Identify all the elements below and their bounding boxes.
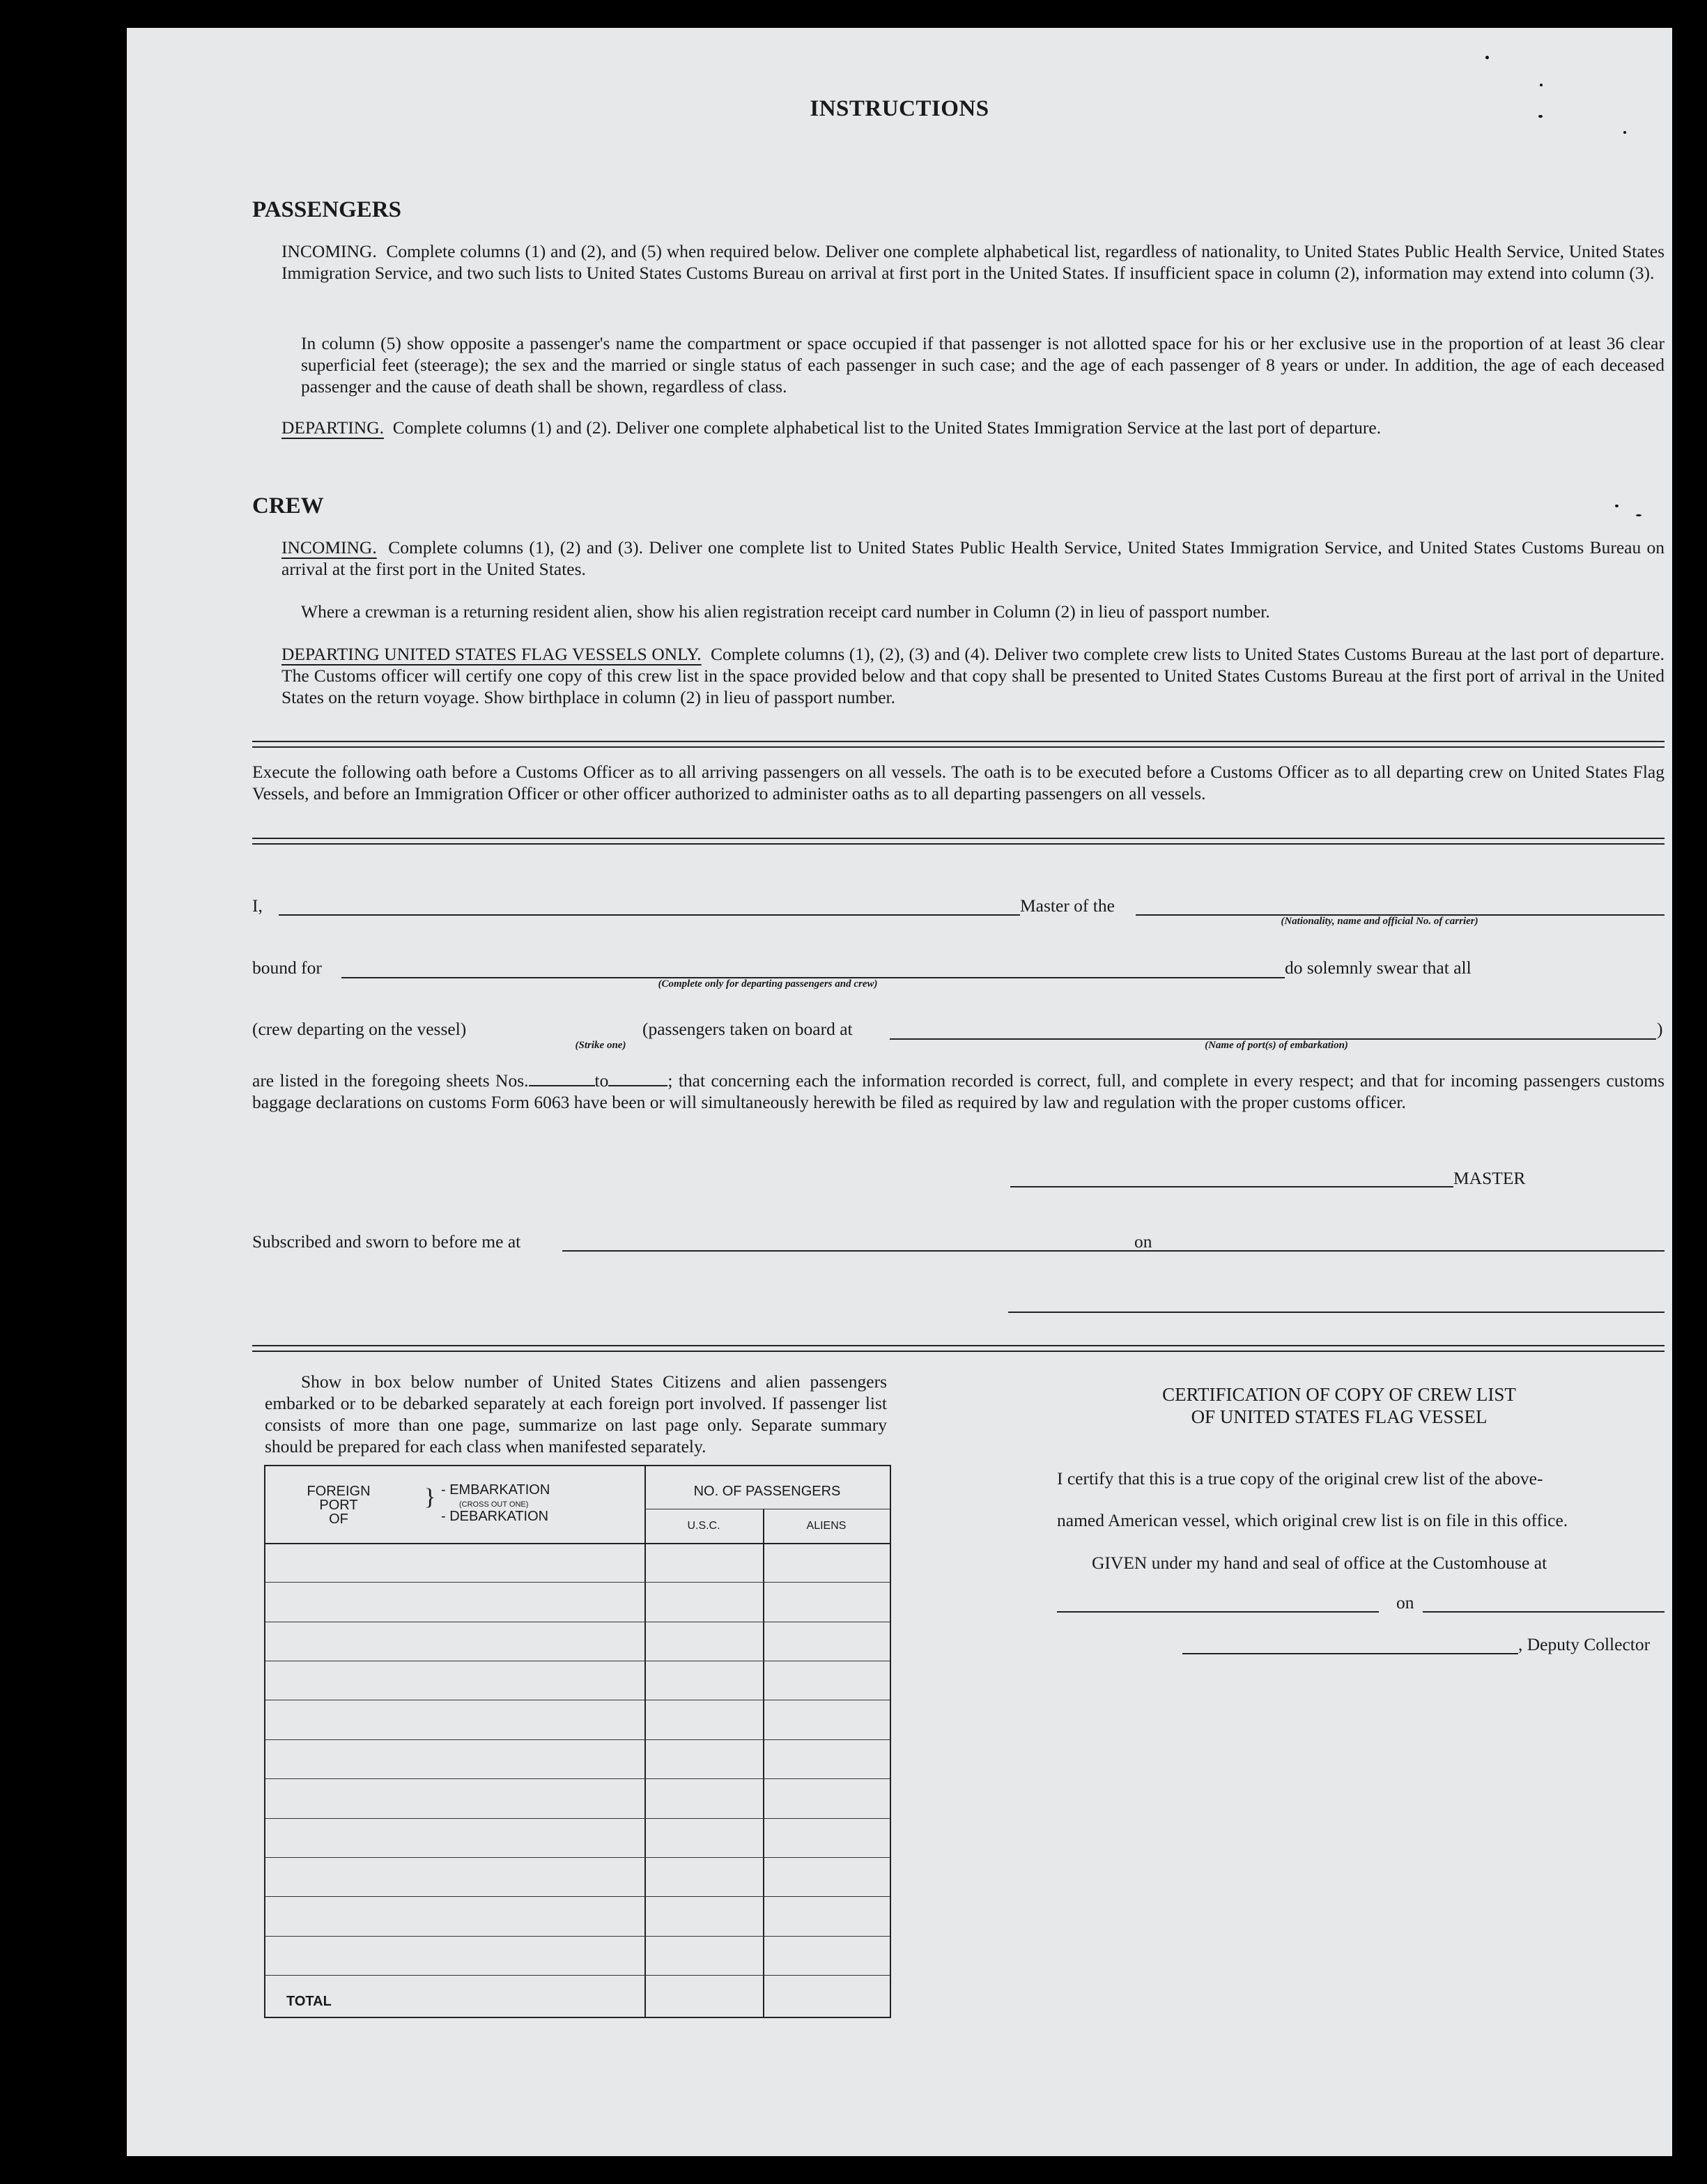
ports-hint: (Name of port(s) of embarkation) xyxy=(1205,1040,1348,1051)
header-word: PORT xyxy=(319,1498,358,1513)
table-row[interactable] xyxy=(265,1936,890,1937)
scan-speck xyxy=(1615,505,1619,507)
usc-header: U.S.C. xyxy=(687,1520,720,1532)
scan-speck xyxy=(1485,56,1489,59)
header-word: OF xyxy=(329,1512,348,1527)
embarkation-label[interactable]: - EMBARKATION xyxy=(441,1482,550,1498)
table-row[interactable] xyxy=(265,1857,890,1858)
to-label: to xyxy=(594,1070,609,1091)
crew-incoming-paragraph xyxy=(281,537,1664,580)
listed-paragraph xyxy=(252,1070,1664,1113)
strike-one-hint: (Strike one) xyxy=(575,1040,626,1051)
table-row[interactable] xyxy=(265,1778,890,1779)
carrier-hint: (Nationality, name and official No. of carrier) xyxy=(1281,916,1478,927)
passengers-incoming-paragraph xyxy=(281,240,1664,284)
bound-for-field[interactable] xyxy=(341,949,1285,978)
passenger-summary-table xyxy=(264,1465,891,2018)
certification-date-field[interactable] xyxy=(1423,1583,1664,1613)
crew-departing-text: Complete columns (1), (2), (3) and (4). Deliver two complete crew lists to United States Customs Bureau at the last port of departure. The Customs officer will certify one copy of this crew list in the space provided below and that copy shall be presented to United States Customs Bureau at the first port of arrival in the United States on the return voyage. Show birthplace in column (2) in lieu of passport number. xyxy=(281,644,1664,707)
subscribed-label: Subscribed and sworn to before me at xyxy=(252,1231,521,1252)
close-paren: ) xyxy=(1657,1019,1663,1039)
passengers-incoming-label: INCOMING. xyxy=(281,241,377,261)
certification-on-label: on xyxy=(1396,1592,1414,1613)
master-signature-field[interactable] xyxy=(1010,1158,1453,1187)
sworn-on-label: on xyxy=(1134,1231,1152,1252)
crew-incoming-label: INCOMING. xyxy=(281,537,377,557)
table-row[interactable] xyxy=(265,1896,890,1897)
bound-for-label: bound for xyxy=(252,958,322,978)
crew-departing-label: DEPARTING UNITED STATES FLAG VESSELS ONLY. xyxy=(281,644,702,664)
bound-for-hint: (Complete only for departing passengers and crew) xyxy=(658,978,878,990)
port-embarkation-field[interactable] xyxy=(890,1010,1656,1040)
certification-line2: named American vessel, which original crew list is on file in this office. xyxy=(1057,1510,1568,1530)
master-name-field[interactable] xyxy=(279,886,1020,916)
passengers-departing-paragraph xyxy=(281,417,1664,438)
header-divider xyxy=(265,1543,890,1544)
total-label: TOTAL xyxy=(286,1994,332,2009)
passengers-column5-paragraph: In column (5) show opposite a passenger's name the compartment or space occupied if that passenger is not allotted space for his or her exclusive use in the proportion of at least 36 clear superficial feet (steerage); the sex and the married or single status of each passenger in such case; and the age of each passenger of 8 years or under. In addition, the age of each deceased passenger and the cause of death shall be shown, regardless of class. xyxy=(301,333,1664,397)
summary-instructions xyxy=(265,1371,887,1457)
divider xyxy=(252,741,1664,748)
table-row[interactable] xyxy=(265,1818,890,1819)
master-of-the-label: Master of the xyxy=(1020,895,1115,916)
sworn-date-field[interactable] xyxy=(1160,1222,1664,1252)
table-row[interactable] xyxy=(265,1582,890,1583)
crew-departing-option[interactable]: (crew departing on the vessel) xyxy=(252,1019,467,1039)
carrier-field[interactable] xyxy=(1136,886,1664,916)
header-word: FOREIGN xyxy=(307,1484,371,1499)
sheet-to-field[interactable] xyxy=(608,1071,667,1086)
cross-out-one-hint: (CROSS OUT ONE) xyxy=(459,1500,529,1509)
passengers-heading: PASSENGERS xyxy=(252,197,401,222)
passengers-departing-label: DEPARTING. xyxy=(281,417,384,438)
passengers-departing-text: Complete columns (1) and (2). Deliver one complete alphabetical list to the United States Immigration Service at the last port of departure. xyxy=(392,417,1382,438)
deputy-signature-field[interactable] xyxy=(1182,1625,1518,1654)
no-of-passengers-header: NO. OF PASSENGERS xyxy=(693,1484,841,1499)
crewman-paragraph: Where a crewman is a returning resident alien, show his alien registration receipt card number in Column (2) in lieu of passport number. xyxy=(301,601,1270,622)
sheet-from-field[interactable] xyxy=(529,1071,595,1086)
officer-signature-field[interactable] xyxy=(1008,1284,1664,1313)
scan-speck xyxy=(1540,84,1543,86)
scan-speck xyxy=(1636,514,1642,516)
aliens-header: ALIENS xyxy=(806,1520,847,1532)
page-title: INSTRUCTIONS xyxy=(810,96,989,121)
table-row[interactable] xyxy=(265,1975,890,1976)
column-divider xyxy=(644,1466,646,2017)
divider xyxy=(252,1345,1664,1352)
crew-departing-paragraph xyxy=(281,643,1664,708)
passengers-taken-option[interactable]: (passengers taken on board at xyxy=(642,1019,853,1039)
passengers-incoming-text: Complete columns (1) and (2), and (5) when required below. Deliver one complete alphabetical list, regardless of nationality, to United States Public Health Service, United States Immigration Service, and two such lists to United States Customs Bureau on arrival at first port in the United States. If insufficient space in column (2), information may extend into column (3). xyxy=(281,241,1664,283)
crew-incoming-text: Complete columns (1), (2) and (3). Deliver one complete list to United States Public Health Service, United States Immigration Service, and United States Customs Bureau on arrival at the first port in the United States. xyxy=(281,537,1664,579)
certification-title-line: CERTIFICATION OF COPY OF CREW LIST xyxy=(1162,1384,1516,1405)
certification-title-line: OF UNITED STATES FLAG VESSEL xyxy=(1191,1406,1488,1427)
master-label: MASTER xyxy=(1453,1168,1526,1188)
foreign-port-header xyxy=(300,1484,377,1526)
customhouse-field[interactable] xyxy=(1057,1583,1379,1613)
swear-label: do solemnly swear that all xyxy=(1285,958,1472,978)
listed-post-text: ; that concerning each the information recorded is correct, full, and complete in every respect; and that for incoming passengers customs baggage declarations on customs Form 6063 have been or will simultaneously herewith be filed as required by law and regulation with the proper customs officer. xyxy=(252,1070,1665,1112)
divider xyxy=(252,838,1664,845)
table-row[interactable] xyxy=(265,1739,890,1740)
column-divider xyxy=(763,1509,764,2017)
scan-speck xyxy=(1623,131,1626,134)
listed-pre-text: are listed in the foregoing sheets Nos. xyxy=(252,1070,529,1091)
form-page xyxy=(127,28,1672,2156)
certification-line3: GIVEN under my hand and seal of office at the Customhouse at xyxy=(1092,1553,1547,1573)
oath-instruction: Execute the following oath before a Customs Officer as to all arriving passengers on all vessels. The oath is to be executed before a Customs Officer as to all departing crew on United States Flag Vessels, and before an Immigration Officer or other officer authorized to administer oaths as to all departing passengers on all vessels. xyxy=(252,762,1664,803)
summary-instructions-text: Show in box below number of United States Citizens and alien passengers embarked or to be debarked separately at each foreign port involved. If passenger list consists of more than one page, summarize on last page only. Separate summary should be prepared for each class when manifested separately. xyxy=(265,1371,887,1456)
deputy-collector-label: , Deputy Collector xyxy=(1518,1634,1651,1654)
debarkation-label[interactable]: - DEBARKATION xyxy=(441,1509,549,1524)
certification-title xyxy=(991,1383,1687,1428)
brace-icon: } xyxy=(424,1484,436,1510)
crew-heading: CREW xyxy=(252,493,324,518)
certification-line1: I certify that this is a true copy of the original crew list of the above- xyxy=(1057,1468,1543,1489)
scan-speck xyxy=(1538,115,1543,118)
oath-i-label: I, xyxy=(252,895,263,916)
